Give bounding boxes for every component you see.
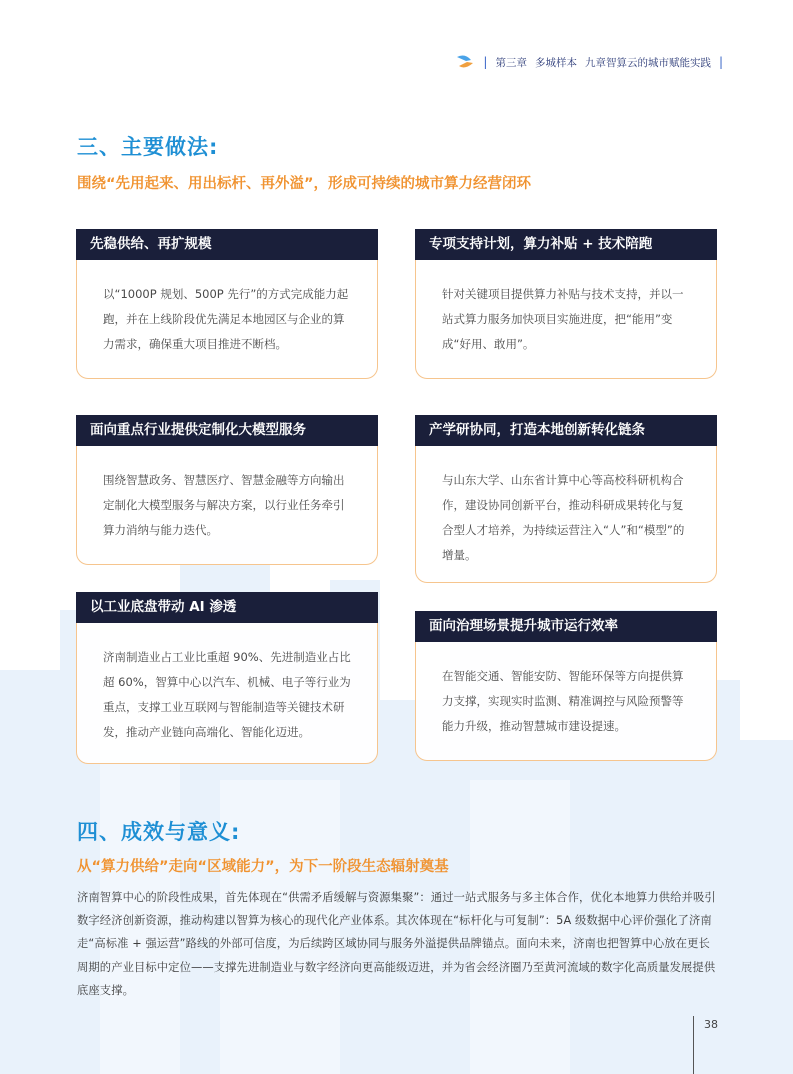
page-number-divider xyxy=(693,1016,694,1074)
brand-logo-icon xyxy=(455,54,475,70)
section3-subtitle: 围绕“先用起来、用出标杆、再外溢”，形成可持续的城市算力经营闭环 xyxy=(77,176,532,192)
section4-body: 济南智算中心的阶段性成果，首先体现在“供需矛盾缓解与资源集聚”：通过一站式服务与多主体合作，优化本地算力供给并吸引数字经济创新资源，推动构建以智算为核心的现代化产业体系。其次体现在“标杆化与可复制”：5A 级数据中心评价强化了济南走“高标准 + 强运营”路线的外部可信度，为后续跨区域协同与服务外溢提供品牌锚点。面向未来，济南也把智算中心放在更长周期的产业目标中定位——支撑先进制造业与数字经济向更高能级迈进，并为省会经济圈乃至黄河流域的数字化高质量发展提供底座支撑。 xyxy=(77,891,716,997)
section4-title: 四、成效与意义: xyxy=(77,820,241,844)
card-title: 专项支持计划，算力补贴 + 技术陪跑 xyxy=(415,229,717,260)
card-title: 产学研协同，打造本地创新转化链条 xyxy=(415,415,717,446)
section3-title: 三、主要做法: xyxy=(77,135,219,159)
card-body: 在智能交通、智能安防、智能环保等方向提供算力支撑，实现实时监测、精准调控与风险预警等能力升级，推动智慧城市建设提速。 xyxy=(415,611,717,761)
card-title: 面向重点行业提供定制化大模型服务 xyxy=(76,415,378,446)
card-body: 针对关键项目提供算力补贴与技术支持，并以一站式算力服务加快项目实施进度，把“能用”变成“好用、敢用”。 xyxy=(415,229,717,379)
card-body: 与山东大学、山东省计算中心等高校科研机构合作，建设协同创新平台，推动科研成果转化与复合型人才培养，为持续运营注入“人”和“模型”的增量。 xyxy=(415,415,717,583)
card-body: 围绕智慧政务、智慧医疗、智慧金融等方向输出定制化大模型服务与解决方案，以行业任务牵引算力消纳与能力迭代。 xyxy=(76,415,378,565)
header-divider-end: | xyxy=(718,55,723,69)
card-title: 以工业底盘带动 AI 渗透 xyxy=(76,592,378,623)
card-title: 先稳供给、再扩规模 xyxy=(76,229,378,260)
card-body: 济南制造业占工业比重超 90%、先进制造业占比超 60%，智算中心以汽车、机械、电子等行业为重点，支撑工业互联网与智能制造等关键技术研发，推动产业链向高端化、智能化迈进。 xyxy=(76,592,378,764)
section4-subtitle: 从“算力供给”走向“区域能力”，为下一阶段生态辐射奠基 xyxy=(77,859,449,875)
header-label: 多城样本 xyxy=(534,56,577,69)
page-number: 38 xyxy=(704,1018,718,1031)
page-header xyxy=(455,54,723,70)
header-title: 九章智算云的城市赋能实践 xyxy=(584,56,711,69)
header-divider: | xyxy=(483,55,488,69)
card-body: 以“1000P 规划、500P 先行”的方式完成能力起跑，并在上线阶段优先满足本地园区与企业的算力需求，确保重大项目推进不断档。 xyxy=(76,229,378,379)
header-chapter: 第三章 xyxy=(495,56,527,69)
card-title: 面向治理场景提升城市运行效率 xyxy=(415,611,717,642)
